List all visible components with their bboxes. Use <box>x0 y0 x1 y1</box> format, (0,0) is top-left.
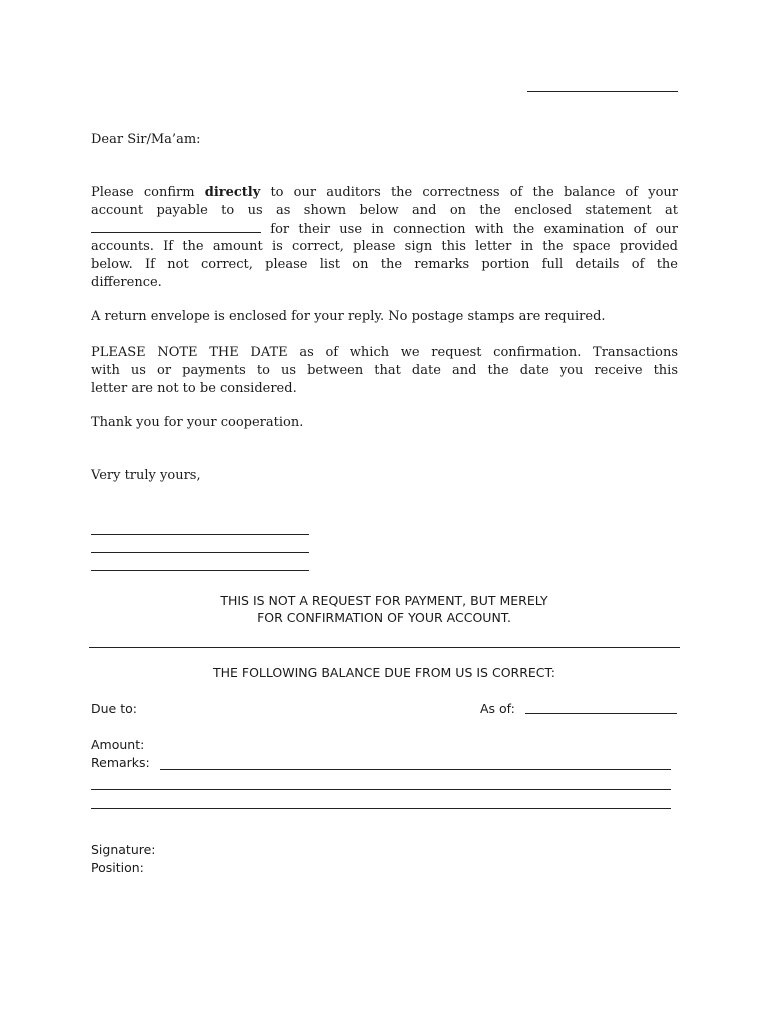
sender-signature-line-3 <box>91 570 309 571</box>
emphasis-directly: directly <box>204 185 261 200</box>
remarks-field-line-2[interactable] <box>91 789 671 790</box>
para1-line6: difference. <box>91 275 162 290</box>
section-divider <box>89 647 680 648</box>
sender-signature-line-1 <box>91 534 309 535</box>
thank-you-line: Thank you for your cooperation. <box>91 415 304 430</box>
notice-line-1: THIS IS NOT A REQUEST FOR PAYMENT, BUT MERELY <box>220 593 548 608</box>
sender-signature-line-2 <box>91 552 309 553</box>
as-of-label: As of: <box>480 701 515 716</box>
as-of-field-line[interactable] <box>525 713 677 714</box>
amount-label: Amount: <box>91 737 145 752</box>
remarks-field-line-1[interactable] <box>160 769 671 770</box>
para1-line5: below. If not correct, please list on the remarks portion full details of the <box>91 257 678 272</box>
para1-line1: Please confirm directly to our auditors the correctness of the balance of your <box>91 185 678 200</box>
para1-line2: account payable to us as shown below and on the enclosed statement at <box>91 203 678 218</box>
closing: Very truly yours, <box>91 468 201 483</box>
paragraph-note-date <box>91 344 678 398</box>
paragraph-envelope: A return envelope is enclosed for your reply. No postage stamps are required. <box>91 309 606 324</box>
para3-line2: with us or payments to us between that date and the date you receive this <box>91 363 678 378</box>
para3-line1: PLEASE NOTE THE DATE as of which we request confirmation. Transactions <box>91 345 678 360</box>
para3-line3: letter are not to be considered. <box>91 381 297 396</box>
notice-line-2: FOR CONFIRMATION OF YOUR ACCOUNT. <box>257 610 511 625</box>
statement-date-blank <box>91 220 261 233</box>
position-label: Position: <box>91 860 144 875</box>
para1-line3: for their use in connection with the examination of our <box>91 220 678 238</box>
due-to-label: Due to: <box>91 701 137 716</box>
salutation: Dear Sir/Ma’am: <box>91 132 201 147</box>
date-line <box>527 91 678 92</box>
form-heading: THE FOLLOWING BALANCE DUE FROM US IS CORRECT: <box>213 665 555 680</box>
remarks-label: Remarks: <box>91 755 150 770</box>
signature-label: Signature: <box>91 842 156 857</box>
remarks-field-line-3[interactable] <box>91 808 671 809</box>
para1-line4: accounts. If the amount is correct, please sign this letter in the space provided <box>91 239 678 254</box>
paragraph-request <box>91 184 678 292</box>
